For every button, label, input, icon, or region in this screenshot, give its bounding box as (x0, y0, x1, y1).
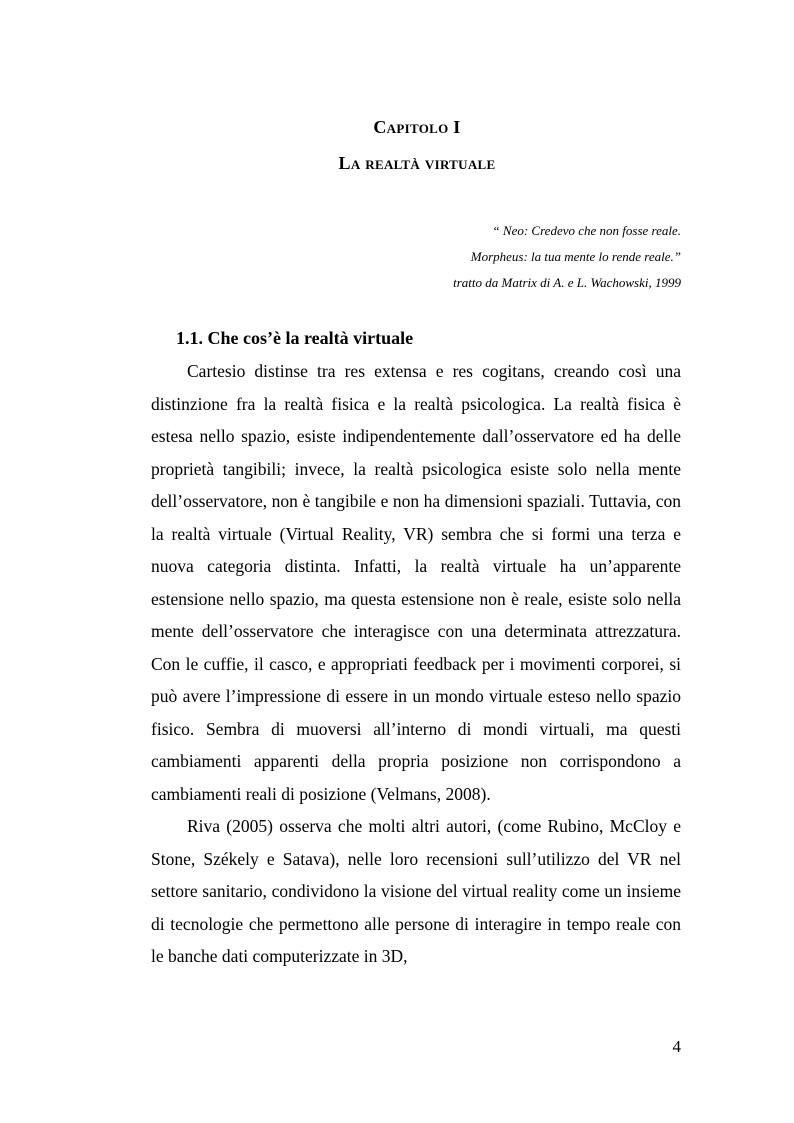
section-heading: 1.1. Che cos’è la realtà virtuale (176, 328, 414, 348)
chapter-label: Capitolo I (373, 117, 461, 137)
paragraph: Riva (2005) osserva che molti altri autori, (come Rubino, McCloy e Stone, Székely e Satava), nelle loro recensioni sull’utilizzo del VR nel settore sanitario, condividono la visione del virtual reality come un insieme di tecnologie che permettono alle persone di interagire in tempo reale con le banche dati computerizzate in 3D, (151, 816, 681, 966)
section-body (151, 355, 681, 973)
epigraph-source: tratto da Matrix di A. e L. Wachowski, 1999 (453, 275, 681, 290)
paragraph: Cartesio distinse tra res extensa e res cogitans, creando così una distinzione fra la realtà fisica e la realtà psicologica. La realtà fisica è estesa nello spazio, esiste indipendentemente dall’osservatore ed ha delle proprietà tangibili; invece, la realtà psicologica esiste solo nella mente dell’osservatore, non è tangibile e non ha dimensioni spaziali. Tuttavia, con la realtà virtuale (Virtual Reality, VR) sembra che si formi una terza e nuova categoria distinta. Infatti, la realtà virtuale ha un’apparente estensione nello spazio, ma questa estensione non è reale, esiste solo nella mente dell’osservatore che interagisce con una determinata attrezzatura. Con le cuffie, il casco, e appropriati feedback per i movimenti corporei, si può avere l’impressione di essere in un mondo virtuale esteso nello spazio fisico. Sembra di muoversi all’interno di mondi virtuali, ma questi cambiamenti apparenti della propria posizione non corrispondono a cambiamenti reali di posizione (Velmans, 2008). (151, 361, 681, 804)
chapter-title: La realtà virtuale (338, 153, 496, 173)
epigraph-line-1: “ Neo: Credevo che non fosse reale. (492, 223, 681, 238)
epigraph (453, 218, 681, 296)
page-number: 4 (672, 1037, 681, 1056)
epigraph-line-2: Morpheus: la tua mente lo rende reale.” (470, 249, 681, 264)
